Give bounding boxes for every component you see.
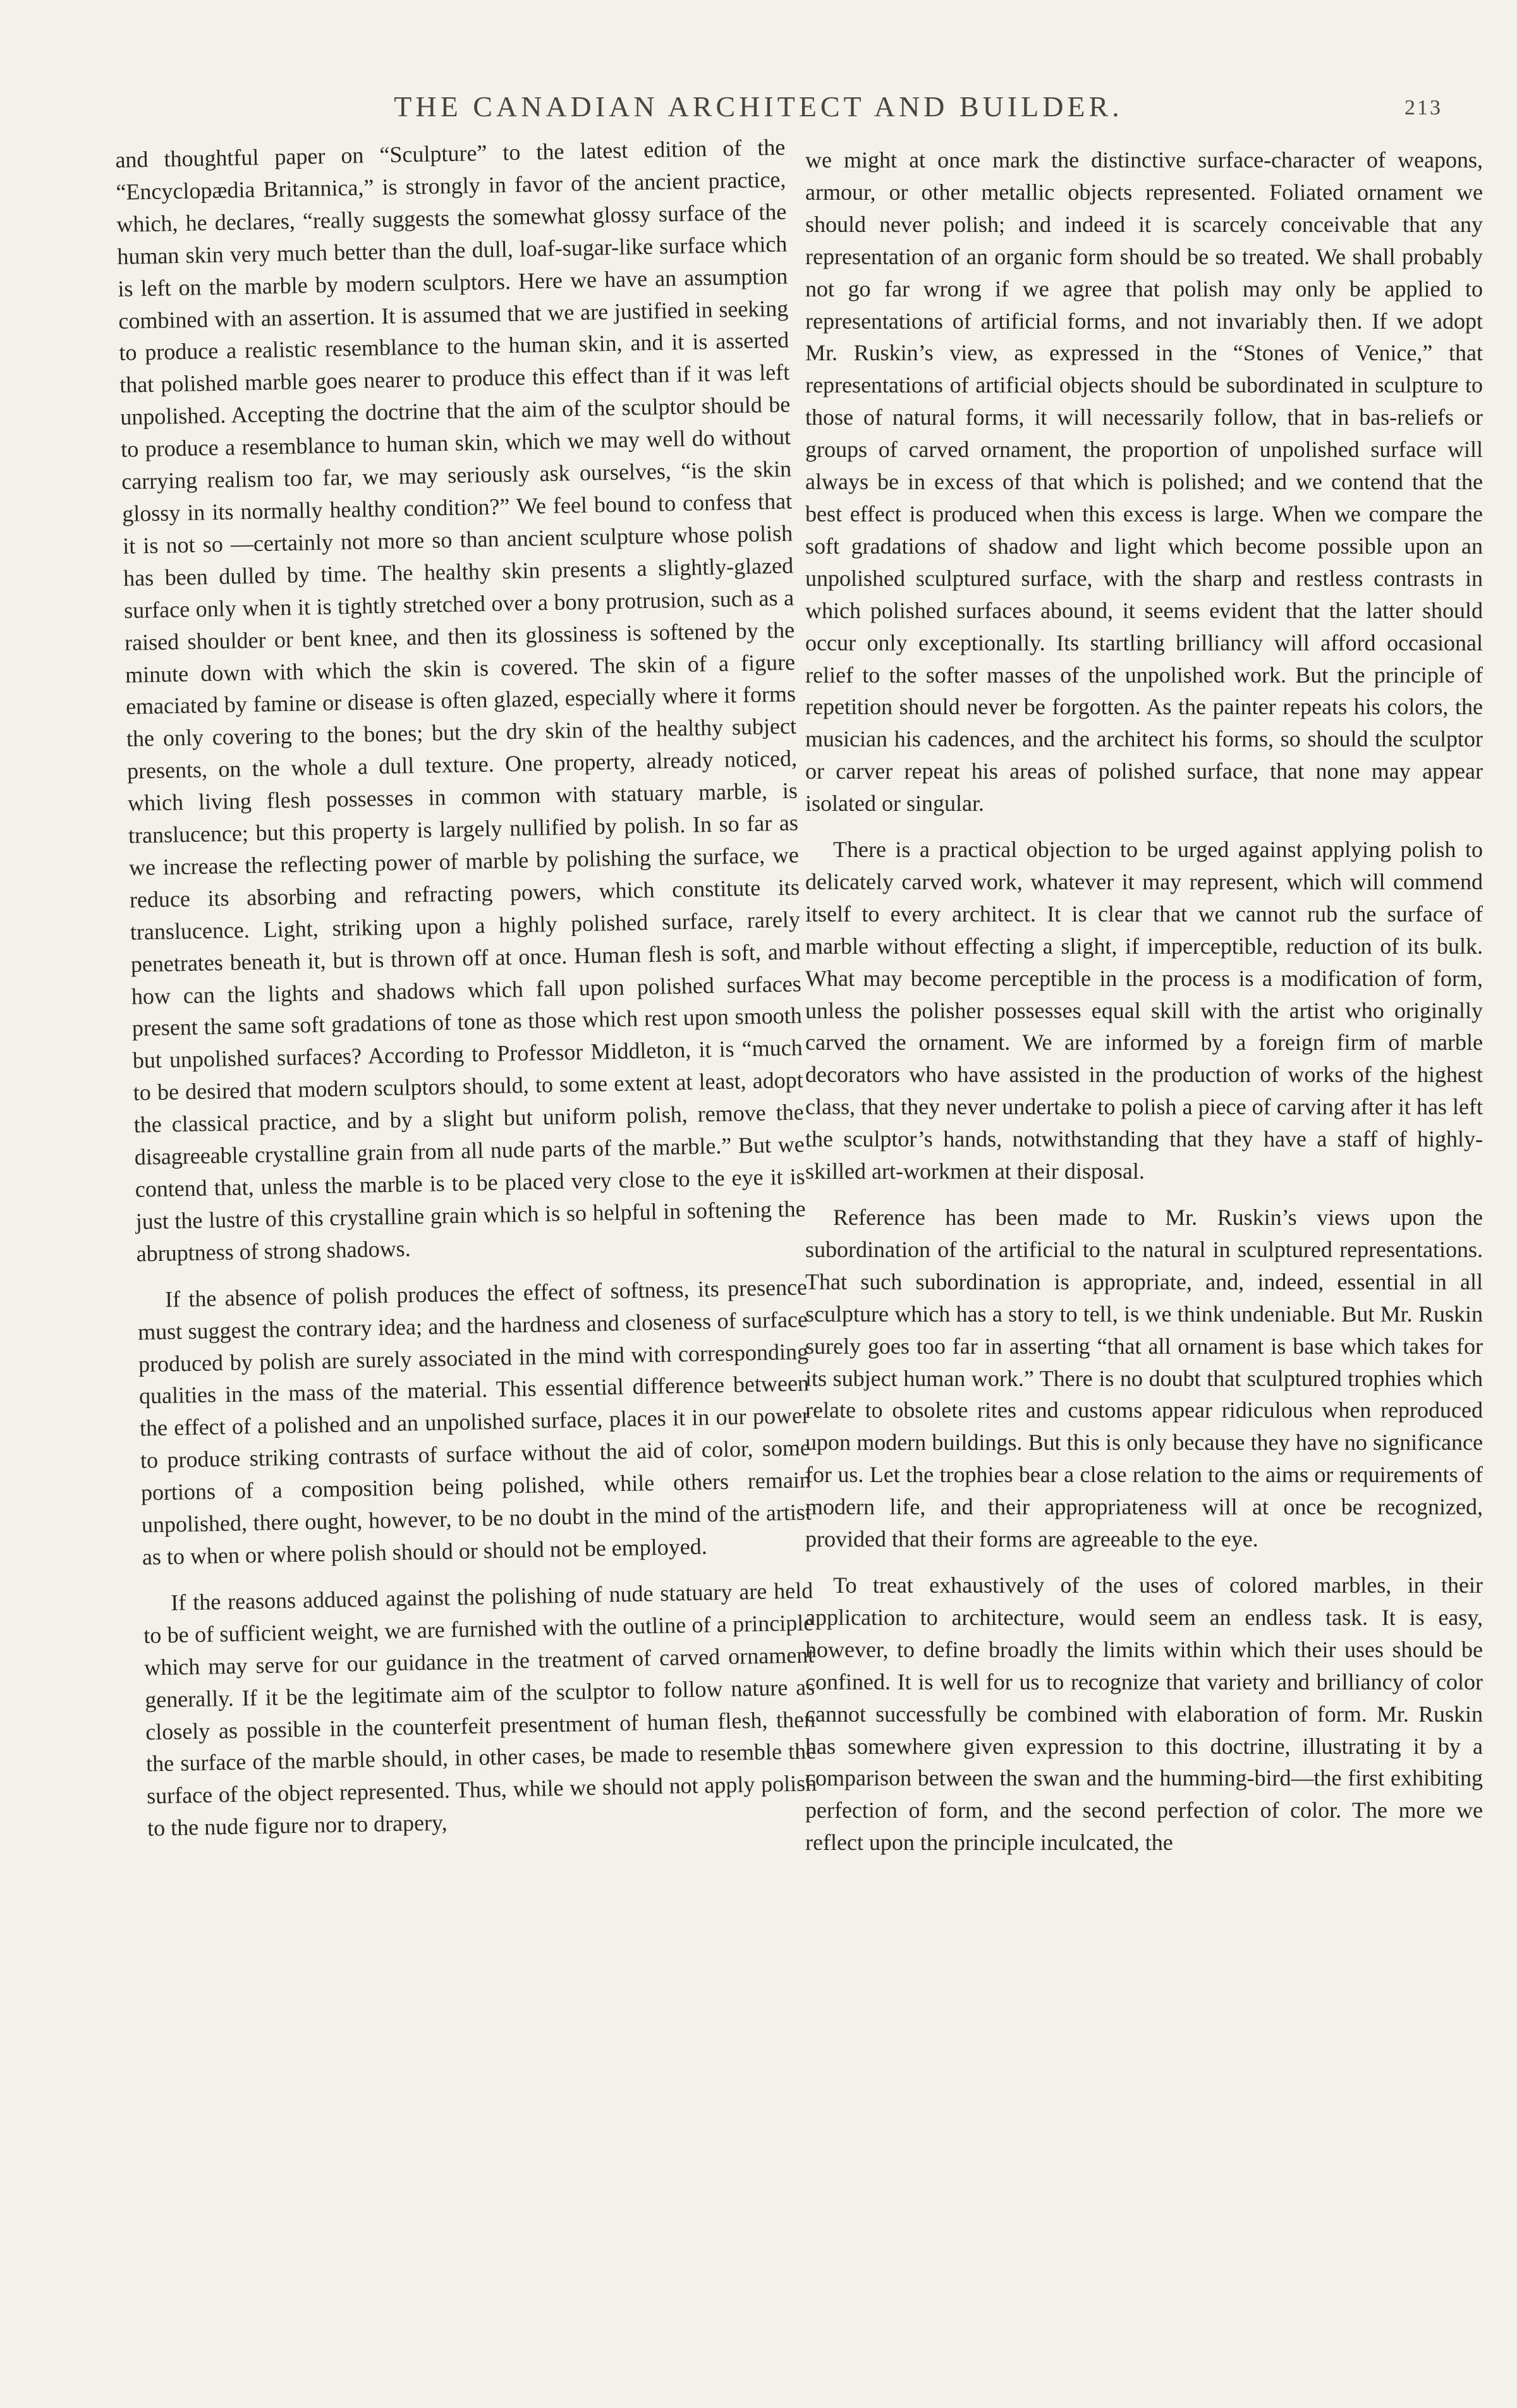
paragraph: If the absence of polish produces the effect of softness, its presence must suggest the contrary idea; and the hardness and closeness of surface produced by polish are surely associated in the mind with corresponding qualities in the mass of the material. This essential difference between the effect of a polished and an unpolished surface, places it in our power to produce striking contrasts of surface without the aid of color, some portions of a composition being polished, while others remain unpolished, there ought, however, to be no doubt in the mind of the artist as to when or where polish should or should not be employed. <box>137 1274 812 1570</box>
page-number: 213 <box>1404 96 1442 119</box>
paragraph: and thoughtful paper on “Sculpture” to the latest edition of the “Encyclopædia Britannica,” is strongly in favor of the ancient practice, which, he declares, “really suggests the somewhat glossy surface of the human skin very much better than the dull, loaf-sugar-like surface which is left on the marble by modern sculptors. Here we have an assumption combined with an assertion. It is assumed that we are justified in seeking to produce a realistic resemblance to the human skin, and it is asserted that polished marble goes nearer to produce this effect than if it was left unpolished. Accepting the doctrine that the aim of the sculptor should be to produce a resemblance to human skin, which we may well do without carrying realism too far, we may seriously ask ourselves, “is the skin glossy in its normally healthy condition?” We feel bound to confess that it is not so —certainly not more so than ancient sculpture whose polish has been dulled by time. The healthy skin presents a slightly-glazed surface only when it is tightly stretched over a bony protrusion, such as a raised shoulder or bent knee, and then its glossiness is softened by the minute down with which the skin is covered. The skin of a figure emaciated by famine or disease is often glazed, especially where it forms the only covering to the bones; but the dry skin of the healthy subject presents, on the whole a dull texture. One property, already noticed, which living flesh possesses in common with statuary marble, is translucence; but this property is largely nullified by polish. In so far as we increase the reflecting power of marble by polishing the surface, we reduce its absorbing and refracting powers, which constitute its translucence. Light, striking upon a highly polished surface, rarely penetrates beneath it, but is thrown off at once. Human flesh is soft, and how can the lights and shadows which fall upon polished surfaces present the same soft gradations of tone as those which rest upon smooth but unpolished surfaces? According to Professor Middleton, it is “much to be desired that modern sculptors should, to some extent at least, adopt the classical practice, and by a slight but uniform polish, remove the disagreeable crystalline grain from all nude parts of the marble.” But we contend that, unless the marble is to be placed very close to the eye it is just the lustre of this crystalline grain which is so helpful in softening the abruptness of strong shadows. <box>115 134 806 1267</box>
journal-masthead: THE CANADIAN ARCHITECT AND BUILDER. <box>394 90 1123 123</box>
paragraph: Reference has been made to Mr. Ruskin’s views upon the subordination of the artificial to the natural in sculptured representations. That such subordination is appropriate, and, indeed, essential in all sculpture which has a story to tell, is we think undeniable. But Mr. Ruskin surely goes too far in asserting “that all ornament is base which takes for its subject human work.” There is no doubt that sculptured trophies which relate to obsolete rites and customs appear ridiculous when reproduced upon modern buildings. But this is only because they have no significance for us. Let the trophies bear a close relation to the aims or requirements of modern life, and their appropriateness will at once be recognized, provided that their forms are agreeable to the eye. <box>805 1205 1483 1552</box>
paragraph: If the reasons adduced against the polishing of nude statuary are held to be of sufficient weight, we are furnished with the outline of a principle which may serve for our guidance in the treatment of carved ornament generally. If it be the legitimate aim of the sculptor to follow nature as closely as possible in the counterfeit presentment of human flesh, then the surface of the marble should, in other cases, be made to resemble the surface of the object represented. Thus, while we should not apply polish to the nude figure nor to drapery, <box>143 1578 817 1841</box>
paragraph: we might at once mark the distinctive surface-character of weapons, armour, or other metallic objects represented. Foliated ornament we should never polish; and indeed it is scarcely conceivable that any representation of an organic form should be so treated. We shall probably not go far wrong if we agree that polish may only be applied to representations of artificial forms, and not invariably then. If we adopt Mr. Ruskin’s view, as expressed in the “Stones of Venice,” that representations of artificial objects should be subordinated in sculpture to those of natural forms, it will necessarily follow, that in bas-reliefs or groups of carved ornament, the proportion of unpolished surface will always be in excess of that which is polished; and we contend that the best effect is produced when this excess is large. When we compare the soft gradations of shadow and light which become possible upon an unpolished sculptured surface, with the sharp and restless contrasts in which polished surfaces abound, it seems evident that the latter should occur only exceptionally. Its startling brilliancy will afford occasional relief to the softer masses of the unpolished work. But the principle of repetition should never be forgotten. As the painter repeats his colors, the musician his cadences, and the architect his forms, so should the sculptor or carver repeat his areas of polished surface, that none may appear isolated or singular. <box>805 147 1483 817</box>
paragraph: There is a practical objection to be urged against applying polish to delicately carved work, whatever it may represent, which will commend itself to every architect. It is clear that we cannot rub the surface of marble without effecting a slight, if imperceptible, reduction of its bulk. What may become perceptible in the process is a modification of form, unless the polisher possesses equal skill with the artist who originally carved the ornament. We are informed by a foreign firm of marble decorators who have assisted in the production of works of the highest class, that they never undertake to polish a piece of carving after it has left the sculptor’s hands, notwithstanding that they have a staff of highly-skilled art-workmen at their disposal. <box>805 837 1483 1184</box>
right-text-column <box>805 144 1483 1873</box>
left-text-column <box>115 131 818 1859</box>
paragraph: To treat exhaustively of the uses of colored marbles, in their application to architecture, would seem an endless task. It is easy, however, to define broadly the limits within which their uses should be confined. It is well for us to recognize that variety and brilliancy of color cannot successfully be combined with elaboration of form. Mr. Ruskin has somewhere given expression to this doctrine, illustrating it by a comparison between the swan and the humming-bird—the first exhibiting perfection of form, and the second perfection of color. The more we reflect upon the principle inculcated, the <box>805 1572 1483 1856</box>
